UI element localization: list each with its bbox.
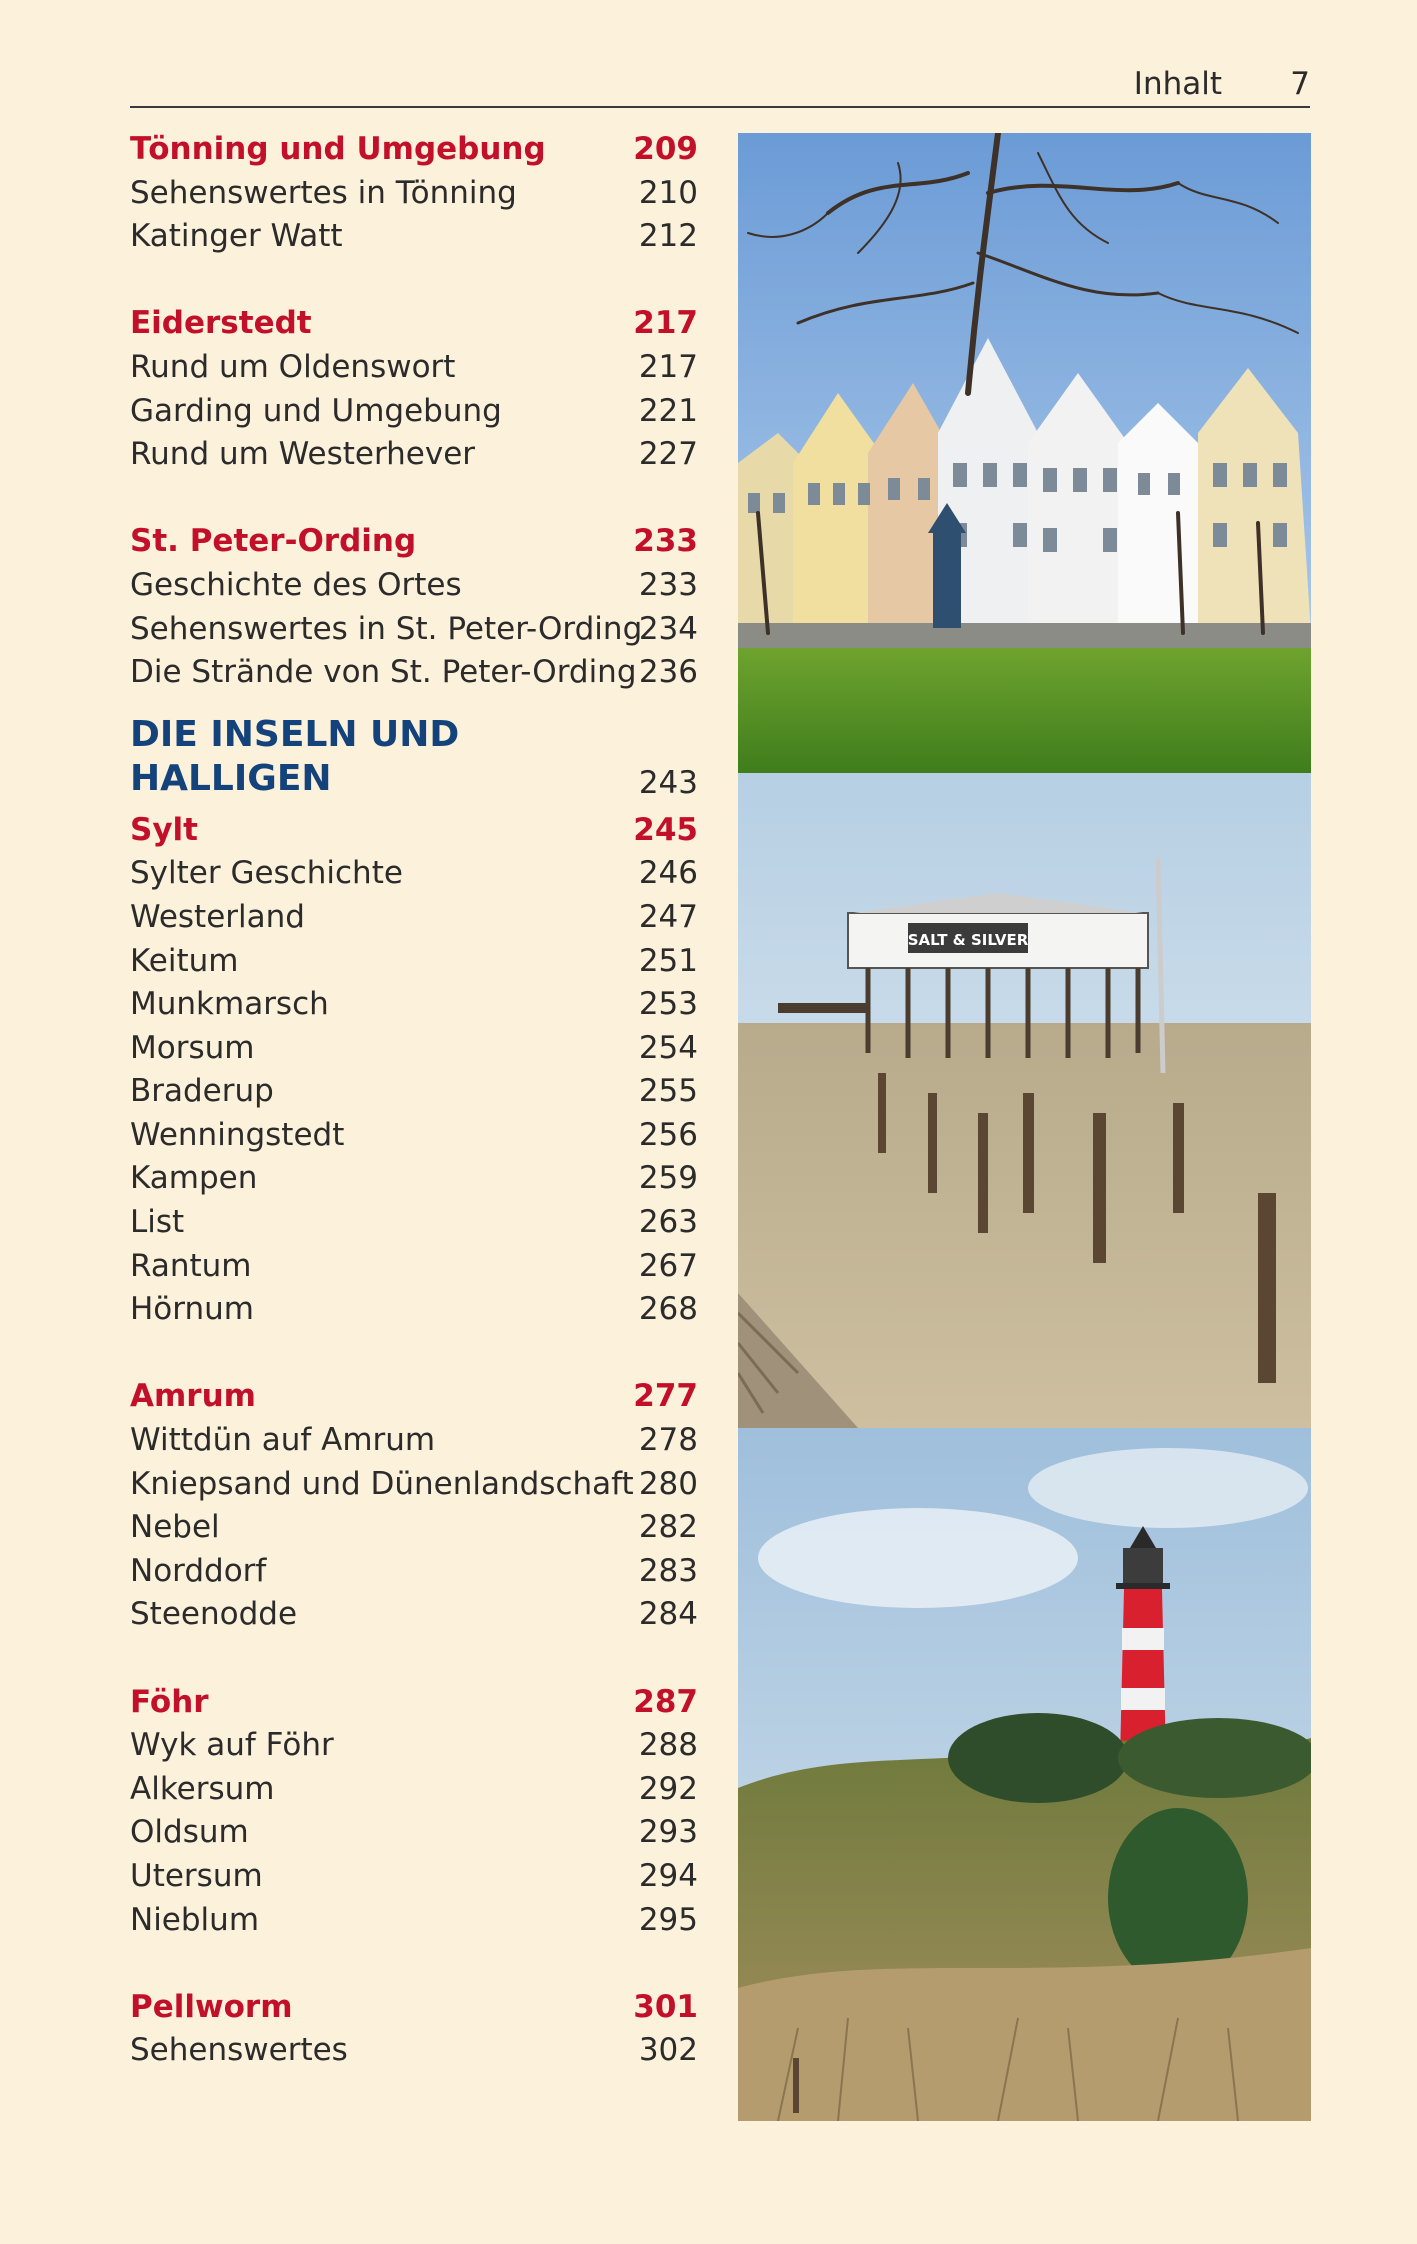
toc-entry-page: 280 [638, 1465, 698, 1502]
toc-section-title: Tönning und Umgebung [130, 131, 546, 167]
toc-entry-morsum[interactable] [130, 1027, 698, 1071]
toc-section-title: Eiderstedt [130, 305, 312, 342]
toc-section-st-peter-ording[interactable] [130, 520, 698, 564]
toc-section-page: 245 [633, 811, 698, 848]
toc-section-page: 209 [633, 131, 698, 167]
part-heading[interactable] [130, 713, 698, 809]
toc-entry-title: Alkersum [130, 1770, 275, 1807]
toc-block-festland [130, 128, 698, 695]
toc-section-amrum[interactable] [130, 1375, 698, 1419]
toc-entry-rund-um-oldenswort[interactable] [130, 346, 698, 390]
toc-entry-title: Rund um Oldenswort [130, 348, 456, 385]
group-spacer [130, 1942, 698, 1986]
toc-entry-title: Garding und Umgebung [130, 392, 502, 429]
toc-entry-title: Sylter Geschichte [130, 855, 403, 892]
toc-entry-page: 295 [638, 1901, 698, 1938]
toc-entry-page: 217 [638, 348, 698, 385]
part-title-line2: HALLIGEN [130, 757, 332, 799]
toc-entry-page: 210 [638, 174, 698, 211]
toc-section-page: 301 [633, 1988, 698, 2025]
toc-entry-title: Die Strände von St. Peter-Ording [130, 654, 637, 691]
toc-entry-steenodde[interactable] [130, 1593, 698, 1637]
toc-section-title: Föhr [130, 1683, 209, 1720]
toc-entry-sehenswertes[interactable] [130, 2029, 698, 2073]
part-page: 243 [638, 764, 698, 801]
toc-entry-title: Oldsum [130, 1814, 249, 1851]
toc-entry-hornum[interactable] [130, 1288, 698, 1332]
toc-entry-kampen[interactable] [130, 1157, 698, 1201]
toc-entry-wittdun-auf-amrum[interactable] [130, 1419, 698, 1463]
toc-entry-page: 227 [638, 436, 698, 473]
toc-entry-geschichte-des-ortes[interactable] [130, 564, 698, 608]
toc-entry-title: Nebel [130, 1509, 220, 1546]
toc-entry-title: Sehenswertes in St. Peter-Ording [130, 610, 643, 647]
toc-entry-page: 283 [638, 1552, 698, 1589]
toc-entry-title: Kampen [130, 1160, 258, 1197]
toc-entry-title: Westerland [130, 898, 305, 935]
toc-entry-page: 288 [638, 1727, 698, 1764]
toc-entry-kniepsand-und-dunenlandschaft[interactable] [130, 1463, 698, 1507]
group-spacer [130, 477, 698, 521]
toc-entry-page: 256 [638, 1116, 698, 1153]
toc-entry-title: Braderup [130, 1073, 274, 1110]
toc-section-sylt[interactable] [130, 809, 698, 853]
toc-entry-page: 293 [638, 1814, 698, 1851]
toc-entry-title: Wittdün auf Amrum [130, 1422, 436, 1459]
toc-block-inseln [130, 809, 698, 2073]
toc-entry-westerland[interactable] [130, 896, 698, 940]
toc-entry-page: 246 [638, 855, 698, 892]
toc-entry-title: Sehenswertes [130, 2032, 348, 2069]
toc-entry-page: 302 [638, 2032, 698, 2069]
toc-entry-page: 253 [638, 986, 698, 1023]
toc-entry-braderup[interactable] [130, 1070, 698, 1114]
toc-entry-page: 259 [638, 1160, 698, 1197]
toc-entry-page: 247 [638, 898, 698, 935]
toc-section-pellworm[interactable] [130, 1986, 698, 2030]
toc-entry-page: 221 [638, 392, 698, 429]
toc-section-tonning-und-umgebung[interactable] [130, 128, 698, 172]
toc-entry-title: Wenningstedt [130, 1116, 345, 1153]
toc-entry-wenningstedt[interactable] [130, 1114, 698, 1158]
toc-entry-title: Nieblum [130, 1901, 260, 1938]
toc-section-page: 233 [633, 523, 698, 560]
page-number: 7 [1290, 66, 1310, 102]
part-title-line1: DIE INSELN UND [130, 713, 460, 755]
toc-entry-title: Steenodde [130, 1596, 298, 1633]
toc-entry-alkersum[interactable] [130, 1768, 698, 1812]
toc-entry-title: Sehenswertes in Tönning [130, 174, 517, 211]
toc-entry-title: Rund um Westerhever [130, 436, 476, 473]
toc-entry-title: Wyk auf Föhr [130, 1727, 334, 1764]
toc-entry-utersum[interactable] [130, 1855, 698, 1899]
toc-entry-page: 233 [638, 566, 698, 603]
toc-entry-page: 267 [638, 1247, 698, 1284]
toc-entry-sylter-geschichte[interactable] [130, 852, 698, 896]
photo-lighthouse-dunes [738, 1428, 1311, 2121]
toc-entry-page: 212 [638, 218, 698, 255]
toc-section-title: Amrum [130, 1378, 256, 1415]
toc-entry-wyk-auf-fohr[interactable] [130, 1724, 698, 1768]
toc-entry-title: Geschichte des Ortes [130, 566, 462, 603]
group-spacer [130, 1332, 698, 1376]
group-spacer [130, 259, 698, 303]
toc-entry-munkmarsch[interactable] [130, 983, 698, 1027]
toc-entry-title: List [130, 1204, 185, 1241]
toc-entry-die-strande-von-st-peter-ording[interactable] [130, 651, 698, 695]
toc-section-fohr[interactable] [130, 1681, 698, 1725]
toc-entry-sehenswertes-in-st-peter-ording[interactable] [130, 608, 698, 652]
page-header [130, 64, 1310, 108]
toc-section-page: 287 [633, 1683, 698, 1720]
toc-entry-title: Munkmarsch [130, 986, 329, 1023]
toc-entry-page: 254 [638, 1029, 698, 1066]
photo-pier-beach [738, 773, 1311, 1428]
toc-entry-title: Rantum [130, 1247, 252, 1284]
toc-entry-page: 236 [638, 654, 698, 691]
toc-entry-page: 278 [638, 1422, 698, 1459]
toc-entry-sehenswertes-in-tonning[interactable] [130, 172, 698, 216]
toc-entry-page: 294 [638, 1857, 698, 1894]
toc-entry-rantum[interactable] [130, 1245, 698, 1289]
pier-sign: SALT & SILVER [907, 931, 1029, 949]
toc-entry-nieblum[interactable] [130, 1899, 698, 1943]
toc-entry-title: Morsum [130, 1029, 255, 1066]
toc-entry-norddorf[interactable] [130, 1550, 698, 1594]
toc-entry-oldsum[interactable] [130, 1811, 698, 1855]
toc-entry-page: 234 [638, 610, 698, 647]
toc-entry-title: Kniepsand und Dünenlandschaft [130, 1465, 634, 1502]
toc-entry-rund-um-westerhever[interactable] [130, 433, 698, 477]
toc-entry-title: Norddorf [130, 1552, 267, 1589]
toc-section-title: Sylt [130, 811, 198, 848]
toc-entry-katinger-watt[interactable] [130, 215, 698, 259]
toc-entry-title: Keitum [130, 942, 239, 979]
toc-section-page: 277 [633, 1378, 698, 1415]
toc-entry-page: 292 [638, 1770, 698, 1807]
toc-entry-garding-und-umgebung[interactable] [130, 390, 698, 434]
photo-column [738, 133, 1311, 2121]
toc-entry-list[interactable] [130, 1201, 698, 1245]
toc-entry-page: 284 [638, 1596, 698, 1633]
toc-entry-page: 268 [638, 1291, 698, 1328]
toc-entry-page: 263 [638, 1204, 698, 1241]
photo-town-square [738, 133, 1311, 773]
toc-section-eiderstedt[interactable] [130, 302, 698, 346]
toc-section-title: St. Peter-Ording [130, 523, 417, 560]
toc-entry-page: 282 [638, 1509, 698, 1546]
toc-entry-nebel[interactable] [130, 1506, 698, 1550]
group-spacer [130, 1637, 698, 1681]
table-of-contents [130, 128, 698, 2073]
toc-entry-page: 255 [638, 1073, 698, 1110]
toc-entry-title: Utersum [130, 1857, 263, 1894]
toc-entry-title: Hörnum [130, 1291, 254, 1328]
running-head: Inhalt [1133, 66, 1222, 102]
toc-section-title: Pellworm [130, 1988, 293, 2025]
toc-section-page: 217 [633, 305, 698, 342]
toc-entry-keitum[interactable] [130, 940, 698, 984]
toc-entry-title: Katinger Watt [130, 218, 343, 255]
toc-entry-page: 251 [638, 942, 698, 979]
